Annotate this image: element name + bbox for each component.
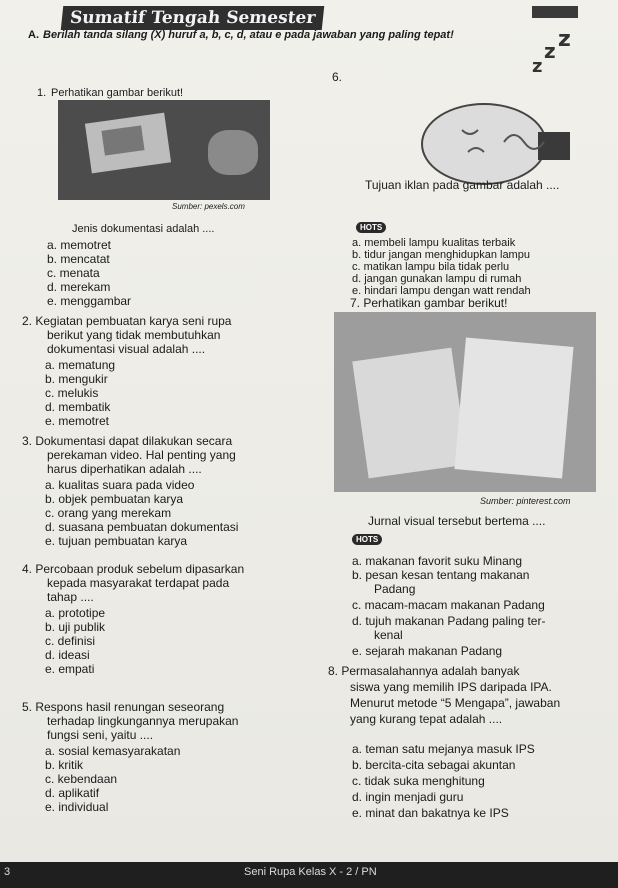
q3-stem-line: perekaman video. Hal penting yang <box>47 448 236 462</box>
q7-option: kenal <box>374 628 403 642</box>
q8-stem-line: siswa yang memilih IPS daripada IPA. <box>350 680 552 694</box>
q7-journal-image <box>334 312 596 492</box>
q2-option: e. memotret <box>45 414 110 428</box>
q8-option: e. minat dan bakatnya ke IPS <box>352 806 509 820</box>
q5-stem-line: terhadap lingkungannya merupakan <box>47 714 239 728</box>
instruction-letter: A. <box>28 29 39 41</box>
q1-option: d. merekam <box>47 280 111 294</box>
q7-credit: Sumber: pinterest.com <box>480 496 571 506</box>
q5-option: a. sosial kemasyarakatan <box>45 744 181 758</box>
q8-stem-line: Menurut metode “5 Mengapa”, jawaban <box>350 696 561 710</box>
svg-text:z: z <box>558 32 571 52</box>
q7-option: Padang <box>374 582 416 596</box>
q5-option: c. kebendaan <box>45 772 118 786</box>
q6-option: b. tidur jangan menghidupkan lampu <box>352 249 530 261</box>
q6-stem: Tujuan iklan pada gambar adalah .... <box>365 178 560 192</box>
instruction-text: Berilah tanda silang (X) huruf a, b, c, d, atau e pada jawaban yang paling tepat! <box>43 29 454 41</box>
q5-option: b. kritik <box>45 758 84 772</box>
q7-option: c. macam-macam makanan Padang <box>352 598 545 612</box>
footer-text: Seni Rupa Kelas X - 2 / PN <box>244 866 377 878</box>
q6-option: c. matikan lampu bila tidak perlu <box>352 261 510 273</box>
qr-badge-icon <box>532 6 578 18</box>
q4-stem-line: 4. Percobaan produk sebelum dipasarkan <box>22 562 245 576</box>
q7-prompt: 7. Perhatikan gambar berikut! <box>350 296 508 310</box>
svg-text:z: z <box>532 56 543 77</box>
q1-option: c. menata <box>47 266 100 280</box>
q5-stem-line: fungsi seni, yaitu .... <box>47 728 154 742</box>
q4-option: a. prototipe <box>45 606 106 620</box>
q1-option: a. memotret <box>47 238 112 252</box>
q6-hots-badge: HOTS <box>356 222 386 233</box>
svg-text:z: z <box>544 39 556 63</box>
q2-stem-line: dokumentasi visual adalah .... <box>47 342 206 356</box>
q2-option: c. melukis <box>45 386 99 400</box>
q5-stem-line: 5. Respons hasil renungan seseorang <box>22 700 225 714</box>
q3-stem-line: harus diperhatikan adalah .... <box>47 462 202 476</box>
q1-credit: Sumber: pexels.com <box>172 202 245 211</box>
q3-stem-line: 3. Dokumentasi dapat dilakukan secara <box>22 434 233 448</box>
hand-shape <box>208 130 258 175</box>
q4-stem-line: tahap .... <box>47 590 94 604</box>
page-number: 3 <box>4 866 11 878</box>
q8-option: b. bercita-cita sebagai akuntan <box>352 758 516 772</box>
q8-stem-line: yang kurang tepat adalah .... <box>350 712 503 726</box>
q6-number: 6. <box>332 70 343 84</box>
q6-option: e. hindari lampu dengan watt rendah <box>352 285 531 297</box>
q2-stem-line: 2. Kegiatan pembuatan karya seni rupa <box>22 314 232 328</box>
q2-stem-line: berikut yang tidak membutuhkan <box>47 328 221 342</box>
q7-hots-badge: HOTS <box>352 534 382 545</box>
q4-option: c. definisi <box>45 634 96 648</box>
journal-page-left <box>352 348 467 479</box>
q1-prompt: Perhatikan gambar berikut! <box>51 87 184 99</box>
q8-option: d. ingin menjadi guru <box>352 790 464 804</box>
q1-number: 1. <box>37 87 47 99</box>
q4-option: b. uji publik <box>45 620 106 634</box>
q2-option: a. mematung <box>45 358 116 372</box>
q1-option: e. menggambar <box>47 294 132 308</box>
q6-option: a. membeli lampu kualitas terbaik <box>352 237 516 249</box>
q4-option: e. empati <box>45 662 95 676</box>
q8-option: a. teman satu mejanya masuk IPS <box>352 742 535 756</box>
q6-option: d. jangan gunakan lampu di rumah <box>352 273 522 285</box>
q7-option: d. tujuh makanan Padang paling ter- <box>352 614 546 628</box>
q5-option: e. individual <box>45 800 109 814</box>
q7-stem: Jurnal visual tersebut bertema .... <box>368 514 546 528</box>
q2-option: d. membatik <box>45 400 111 414</box>
q7-option: e. sejarah makanan Padang <box>352 644 503 658</box>
page-footer <box>0 862 618 888</box>
q1-stem: Jenis dokumentasi adalah .... <box>72 223 215 235</box>
q3-option: c. orang yang merekam <box>45 506 172 520</box>
q7-option: a. makanan favorit suku Minang <box>352 554 523 568</box>
lightbulb-icon <box>334 32 594 192</box>
q7-option: b. pesan kesan tentang makanan <box>352 568 530 582</box>
journal-page-right <box>454 338 573 479</box>
q8-stem-line: 8. Permasalahannya adalah banyak <box>328 664 520 678</box>
q4-option: d. ideasi <box>45 648 90 662</box>
q4-stem-line: kepada masyarakat terdapat pada <box>47 576 230 590</box>
q8-option: c. tidak suka menghitung <box>352 774 485 788</box>
q3-option: b. objek pembuatan karya <box>45 492 184 506</box>
q1-photo <box>58 100 270 200</box>
q1-option: b. mencatat <box>47 252 110 266</box>
q2-option: b. mengukir <box>45 372 108 386</box>
q3-option: a. kualitas suara pada video <box>45 478 195 492</box>
section-banner: Sumatif Tengah Semester <box>61 6 325 30</box>
q5-option: d. aplikatif <box>45 786 100 800</box>
q3-option: d. suasana pembuatan dokumentasi <box>45 520 239 534</box>
q3-option: e. tujuan pembuatan karya <box>45 534 188 548</box>
